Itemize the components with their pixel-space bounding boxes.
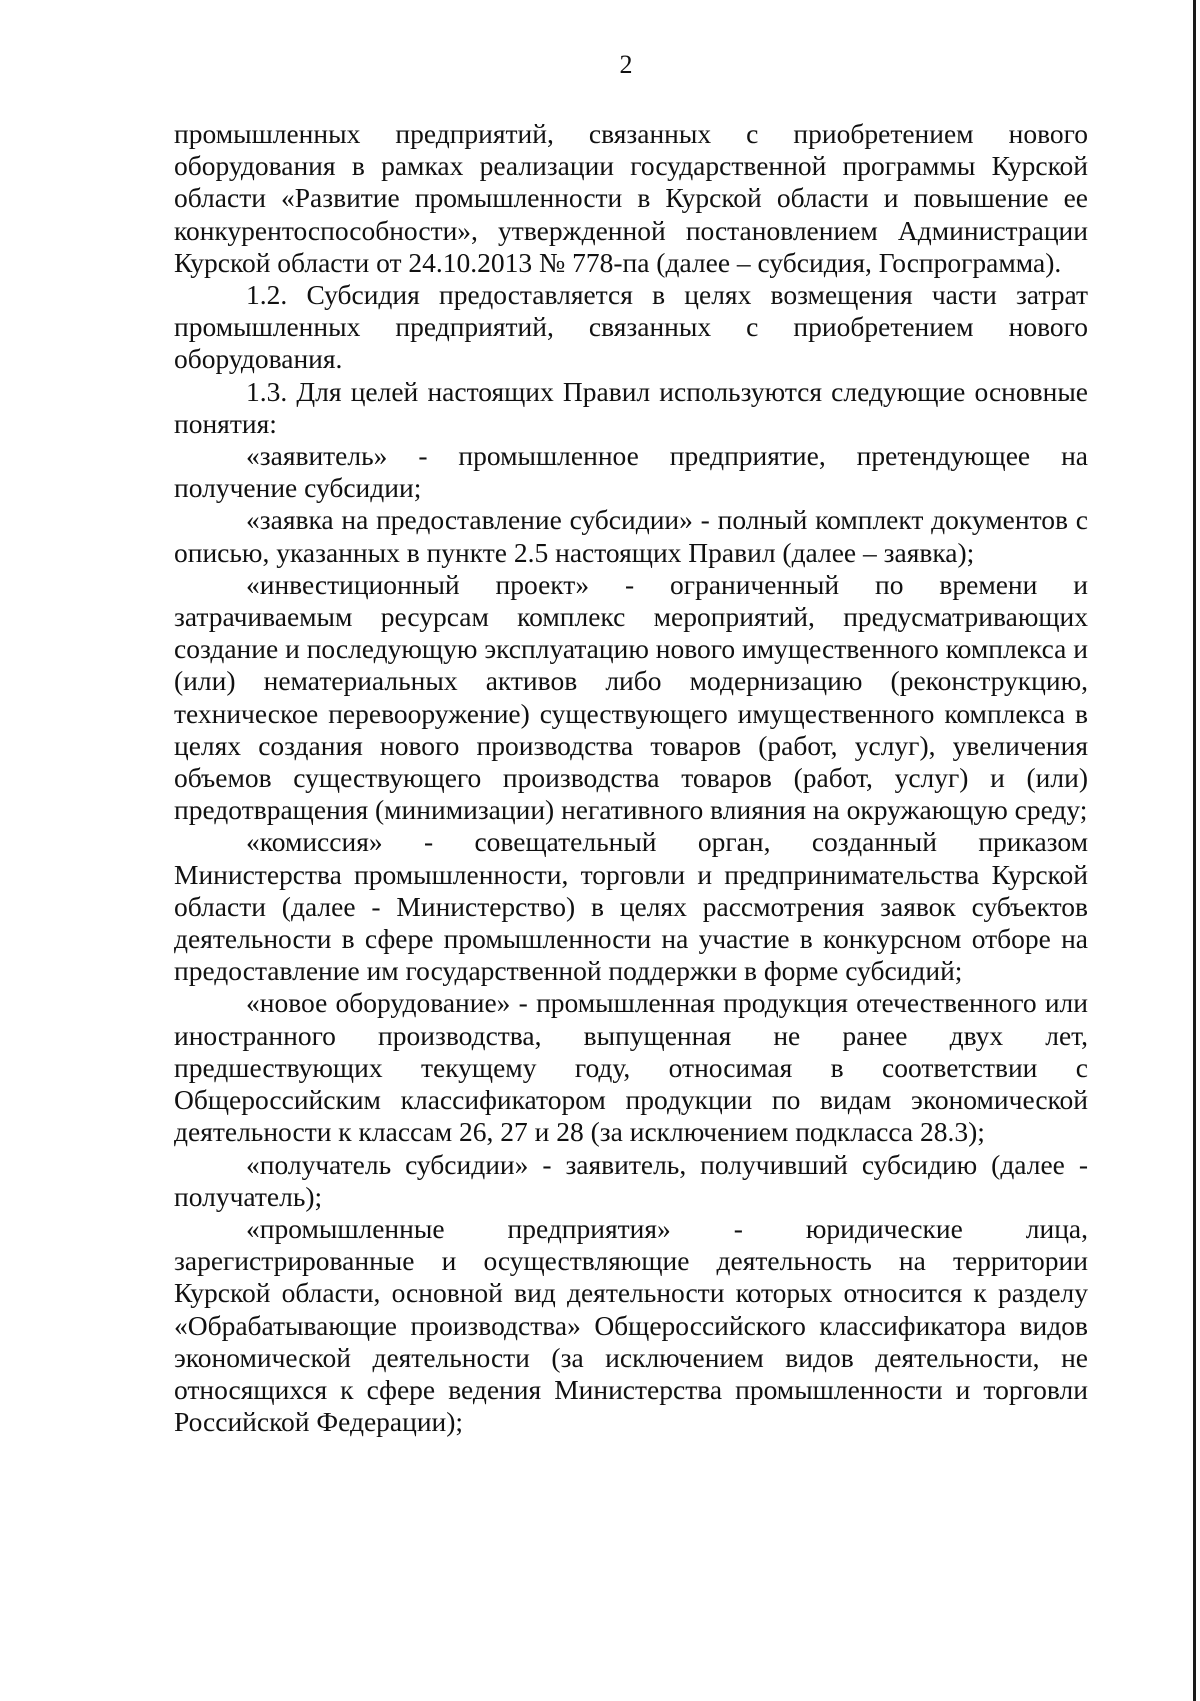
definition-industrial-enterprises: «промышленные предприятия» - юридические лица, зарегистрированные и осуществляющие деятельность на территории Курской области, основной вид деятельности которых относится к разделу «Обрабатывающие производства» Общероссийского классификатора видов экономической деятельности (за исключением видов деятельности, не относящихся к сфере ведения Министерства промышленности и торговли Российской Федерации); bbox=[174, 1212, 1088, 1438]
definition-applicant: «заявитель» - промышленное предприятие, претендующее на получение субсидии; bbox=[174, 440, 1088, 504]
scan-edge-line bbox=[1193, 0, 1196, 1701]
definition-commission: «комиссия» - совещательный орган, созданный приказом Министерства промышленности, торговли и предпринимательства Курской области (далее - Министерство) в целях рассмотрения заявок субъектов деятельности в сфере промышленности на участие в конкурсном отборе на предоставление им государственной поддержки в форме субсидий; bbox=[174, 826, 1088, 987]
definition-new-equipment: «новое оборудование» - промышленная продукция отечественного или иностранного производства, выпущенная не ранее двух лет, предшествующих текущему году, относимая в соответствии с Общероссийским классификатором продукции по видам экономической деятельности к классам 26, 27 и 28 (за исключением подкласса 28.3); bbox=[174, 987, 1088, 1148]
definition-application: «заявка на предоставление субсидии» - полный комплект документов с описью, указанных в пункте 2.5 настоящих Правил (далее – заявка); bbox=[174, 504, 1088, 568]
definition-investment-project: «инвестиционный проект» - ограниченный по времени и затрачиваемым ресурсам комплекс мероприятий, предусматривающих создание и последующую эксплуатацию нового имущественного комплекса и (или) нематериальных активов либо модернизацию (реконструкцию, техническое перевооружение) существующего имущественного комплекса в целях создания нового производства товаров (работ, услуг), увеличения объемов существующего производства товаров (работ, услуг) и (или) предотвращения (минимизации) негативного влияния на окружающую среду; bbox=[174, 568, 1088, 826]
page-number: 2 bbox=[619, 50, 633, 79]
paragraph-continuation: промышленных предприятий, связанных с приобретением нового оборудования в рамках реализации государственной программы Курской области «Развитие промышленности в Курской области и повышение ее конкурентоспособности», утвержденной постановлением Администрации Курской области от 24.10.2013 № 778-па (далее – субсидия, Госпрограмма). bbox=[174, 118, 1088, 278]
paragraph-1-3: 1.3. Для целей настоящих Правил используются следующие основные понятия: bbox=[174, 375, 1088, 439]
document-body bbox=[174, 118, 1088, 1438]
definition-recipient: «получатель субсидии» - заявитель, получивший субсидию (далее - получатель); bbox=[174, 1148, 1088, 1212]
paragraph-1-2: 1.2. Субсидия предоставляется в целях возмещения части затрат промышленных предприятий, связанных с приобретением нового оборудования. bbox=[174, 279, 1088, 375]
